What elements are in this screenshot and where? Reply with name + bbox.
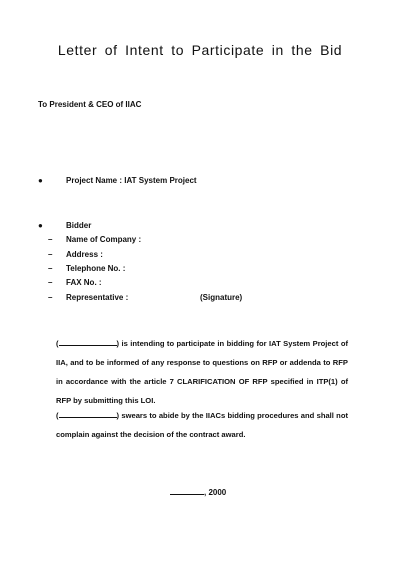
- bidder-field-telephone: Telephone No. :: [66, 264, 126, 273]
- bidder-name-blank: [59, 339, 117, 346]
- date-line: [170, 488, 226, 497]
- dash-icon: –: [48, 278, 53, 287]
- bidder-field-fax: FAX No. :: [66, 278, 102, 287]
- bidder-field-company: Name of Company :: [66, 235, 142, 244]
- intent-paragraph: [56, 334, 348, 410]
- date-blank: [170, 488, 204, 495]
- bidder-name-blank: [59, 411, 117, 418]
- dash-icon: –: [48, 293, 53, 302]
- paren-open: (: [56, 339, 59, 348]
- bullet-icon: ●: [38, 221, 43, 230]
- oath-paragraph: [56, 406, 348, 444]
- dash-icon: –: [48, 250, 53, 259]
- bullet-icon: ●: [38, 176, 43, 185]
- bidder-field-address: Address :: [66, 250, 103, 259]
- intent-paragraph-text: ) is intending to participate in bidding for IAT System Project of IIA, and to be informed of any response to questions on RFP or addenda to RFP in accordance with the article 7 CLARIFICATION OF RFP specified in ITP(1) of RFP by submitting this LOI.: [56, 339, 348, 405]
- oath-paragraph-text: ) swears to abide by the IIACs bidding procedures and shall not complain against the decision of the contract award.: [56, 411, 348, 439]
- bidder-heading: Bidder: [66, 221, 92, 230]
- paren-open: (: [56, 411, 59, 420]
- signature-label: (Signature): [200, 293, 243, 302]
- dash-icon: –: [48, 264, 53, 273]
- page-title: Letter of Intent to Participate in the Bid: [57, 42, 343, 58]
- dash-icon: –: [48, 235, 53, 244]
- project-name: Project Name : IAT System Project: [66, 176, 197, 185]
- bidder-field-representative: Representative :: [66, 293, 129, 302]
- addressee: To President & CEO of IIAC: [38, 100, 142, 109]
- date-year: , 2000: [204, 488, 227, 497]
